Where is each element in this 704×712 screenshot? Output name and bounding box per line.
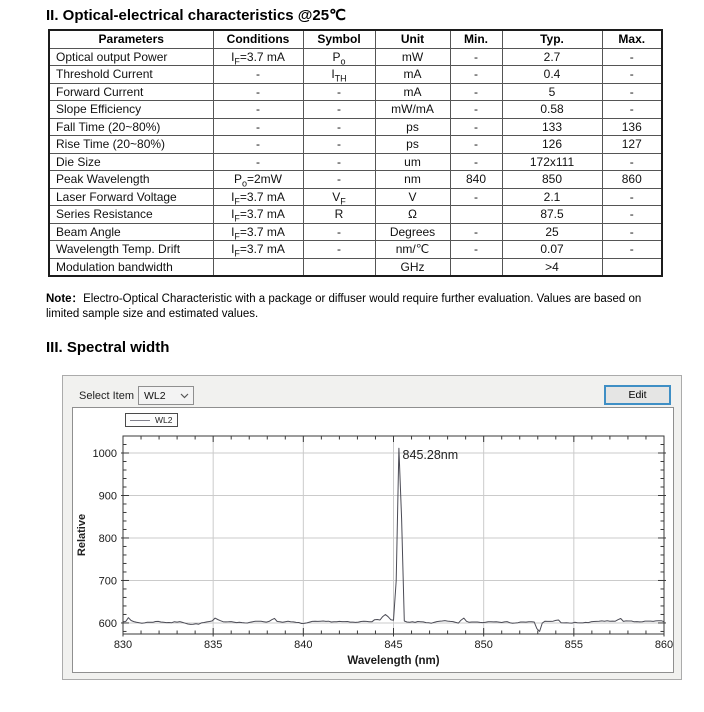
y-axis-label: Relative [76,513,88,557]
y-tick-label: 600 [98,617,117,630]
value-cell: mW [375,48,450,66]
spectral-chart-panel [62,375,682,680]
value-cell: mA [375,66,450,84]
column-header: Parameters [49,30,213,48]
dropdown-value: WL2 [144,389,166,402]
note-label: Note： [46,293,84,305]
value-cell: Ω [375,206,450,224]
select-item-label: Select Item [79,390,135,402]
value-cell: - [213,118,303,136]
value-cell: 0.07 [502,241,602,259]
column-header: Unit [375,30,450,48]
param-cell: Fall Time (20~80%) [49,118,213,136]
value-cell: - [213,83,303,101]
table-row [49,118,662,136]
value-cell: 5 [502,83,602,101]
value-cell: - [303,83,375,101]
column-header: Conditions [213,30,303,48]
param-cell: Beam Angle [49,223,213,241]
value-cell [602,258,662,276]
value-cell: - [602,188,662,206]
param-cell: Optical output Power [49,48,213,66]
param-cell: Forward Current [49,83,213,101]
value-cell: - [450,66,502,84]
value-cell: - [303,136,375,154]
value-cell: mW/mA [375,101,450,119]
value-cell: $I_{TH}$ [303,66,375,84]
value-cell: - [450,83,502,101]
value-cell: - [450,153,502,171]
param-cell: Modulation bandwidth [49,258,213,276]
characteristics-table [48,29,663,277]
value-cell: - [602,206,662,224]
value-cell: Degrees [375,223,450,241]
value-cell: 87.5 [502,206,602,224]
param-cell: Laser Forward Voltage [49,188,213,206]
value-cell: 850 [502,171,602,189]
value-cell: um [375,153,450,171]
value-cell: - [303,118,375,136]
value-cell: $I_F=3.7$ mA [213,48,303,66]
table-row [49,223,662,241]
value-cell: - [450,136,502,154]
chart-area [72,407,674,673]
table-row [49,206,662,224]
value-cell: - [602,83,662,101]
value-cell: - [450,188,502,206]
value-cell: $I_F=3.7$ mA [213,241,303,259]
value-cell: 0.58 [502,101,602,119]
value-cell: - [602,48,662,66]
value-cell: - [303,223,375,241]
param-cell: Threshold Current [49,66,213,84]
x-tick-label: 860 [654,639,673,651]
chevron-down-icon [180,393,189,399]
table-row [49,258,662,276]
value-cell: mA [375,83,450,101]
value-cell: 2.1 [502,188,602,206]
param-cell: Slope Efficiency [49,101,213,119]
value-cell: - [450,48,502,66]
y-tick-label: 1000 [92,447,117,460]
chart-legend [125,413,178,427]
column-header: Max. [602,30,662,48]
value-cell: - [450,118,502,136]
value-cell: ps [375,118,450,136]
x-tick-label: 840 [294,639,313,651]
value-cell: - [602,66,662,84]
table-header [49,30,662,48]
value-cell: nm [375,171,450,189]
x-tick-label: 855 [564,639,584,651]
value-cell: 2.7 [502,48,602,66]
table-row [49,83,662,101]
section-3-title: III. Spectral width [46,339,170,356]
value-cell: - [213,153,303,171]
legend-label: WL2 [155,415,173,425]
column-header: Symbol [303,30,375,48]
value-cell: $V_F$ [303,188,375,206]
param-cell: Die Size [49,153,213,171]
value-cell: 136 [602,118,662,136]
value-cell: nm/℃ [375,241,450,259]
value-cell: $I_F=3.7$ mA [213,206,303,224]
value-cell: $P_o=2mW$ [213,171,303,189]
x-axis-label: Wavelength (nm) [347,655,440,667]
value-cell [213,258,303,276]
value-cell: 860 [602,171,662,189]
select-item-dropdown[interactable] [138,386,194,405]
value-cell [303,258,375,276]
value-cell: 25 [502,223,602,241]
value-cell: - [303,101,375,119]
param-cell: Series Resistance [49,206,213,224]
table-row [49,171,662,189]
value-cell: R [303,206,375,224]
value-cell: - [213,66,303,84]
value-cell: 133 [502,118,602,136]
value-cell: - [602,223,662,241]
param-cell: Rise Time (20~80%) [49,136,213,154]
table-row [49,136,662,154]
table-row [49,153,662,171]
column-header: Min. [450,30,502,48]
value-cell: - [450,223,502,241]
value-cell: ps [375,136,450,154]
table-row [49,48,662,66]
legend-line-sample [130,420,150,421]
value-cell: - [602,153,662,171]
x-tick-label: 835 [203,639,223,651]
value-cell: - [602,101,662,119]
y-tick-label: 700 [98,575,117,588]
value-cell: - [450,241,502,259]
value-cell: - [303,241,375,259]
value-cell: GHz [375,258,450,276]
x-tick-label: 850 [474,639,493,651]
y-tick-label: 900 [98,490,117,503]
value-cell: - [303,171,375,189]
peak-annotation: 845.28nm [402,447,459,462]
value-cell: $I_F=3.7$ mA [213,223,303,241]
value-cell [450,258,502,276]
value-cell: 172x111 [502,153,602,171]
x-tick-label: 830 [113,639,133,651]
param-cell: Peak Wavelength [49,171,213,189]
value-cell: V [375,188,450,206]
edit-button[interactable]: Edit [604,385,671,405]
table-row [49,66,662,84]
value-cell: $I_F=3.7$ mA [213,188,303,206]
value-cell: 0.4 [502,66,602,84]
param-cell: Wavelength Temp. Drift [49,241,213,259]
y-tick-label: 800 [98,532,117,545]
value-cell: - [213,136,303,154]
table-row [49,188,662,206]
value-cell: - [450,101,502,119]
note-text: Note：Electro-Optical Characteristic with a package or diffuser would require further evaluation. Values are based on limited sample size and estimated values. [46,293,642,320]
x-tick-label: 845 [384,639,403,651]
value-cell: - [303,153,375,171]
section-2-title: II. Optical-electrical characteristics @25℃ [46,7,346,24]
value-cell [450,206,502,224]
value-cell: >4 [502,258,602,276]
value-cell: 840 [450,171,502,189]
value-cell: - [602,241,662,259]
value-cell: 126 [502,136,602,154]
table-row [49,241,662,259]
value-cell: 127 [602,136,662,154]
column-header: Typ. [502,30,602,48]
spectrum-plot [73,408,673,672]
value-cell: $P_o$ [303,48,375,66]
table-row [49,101,662,119]
value-cell: - [213,101,303,119]
